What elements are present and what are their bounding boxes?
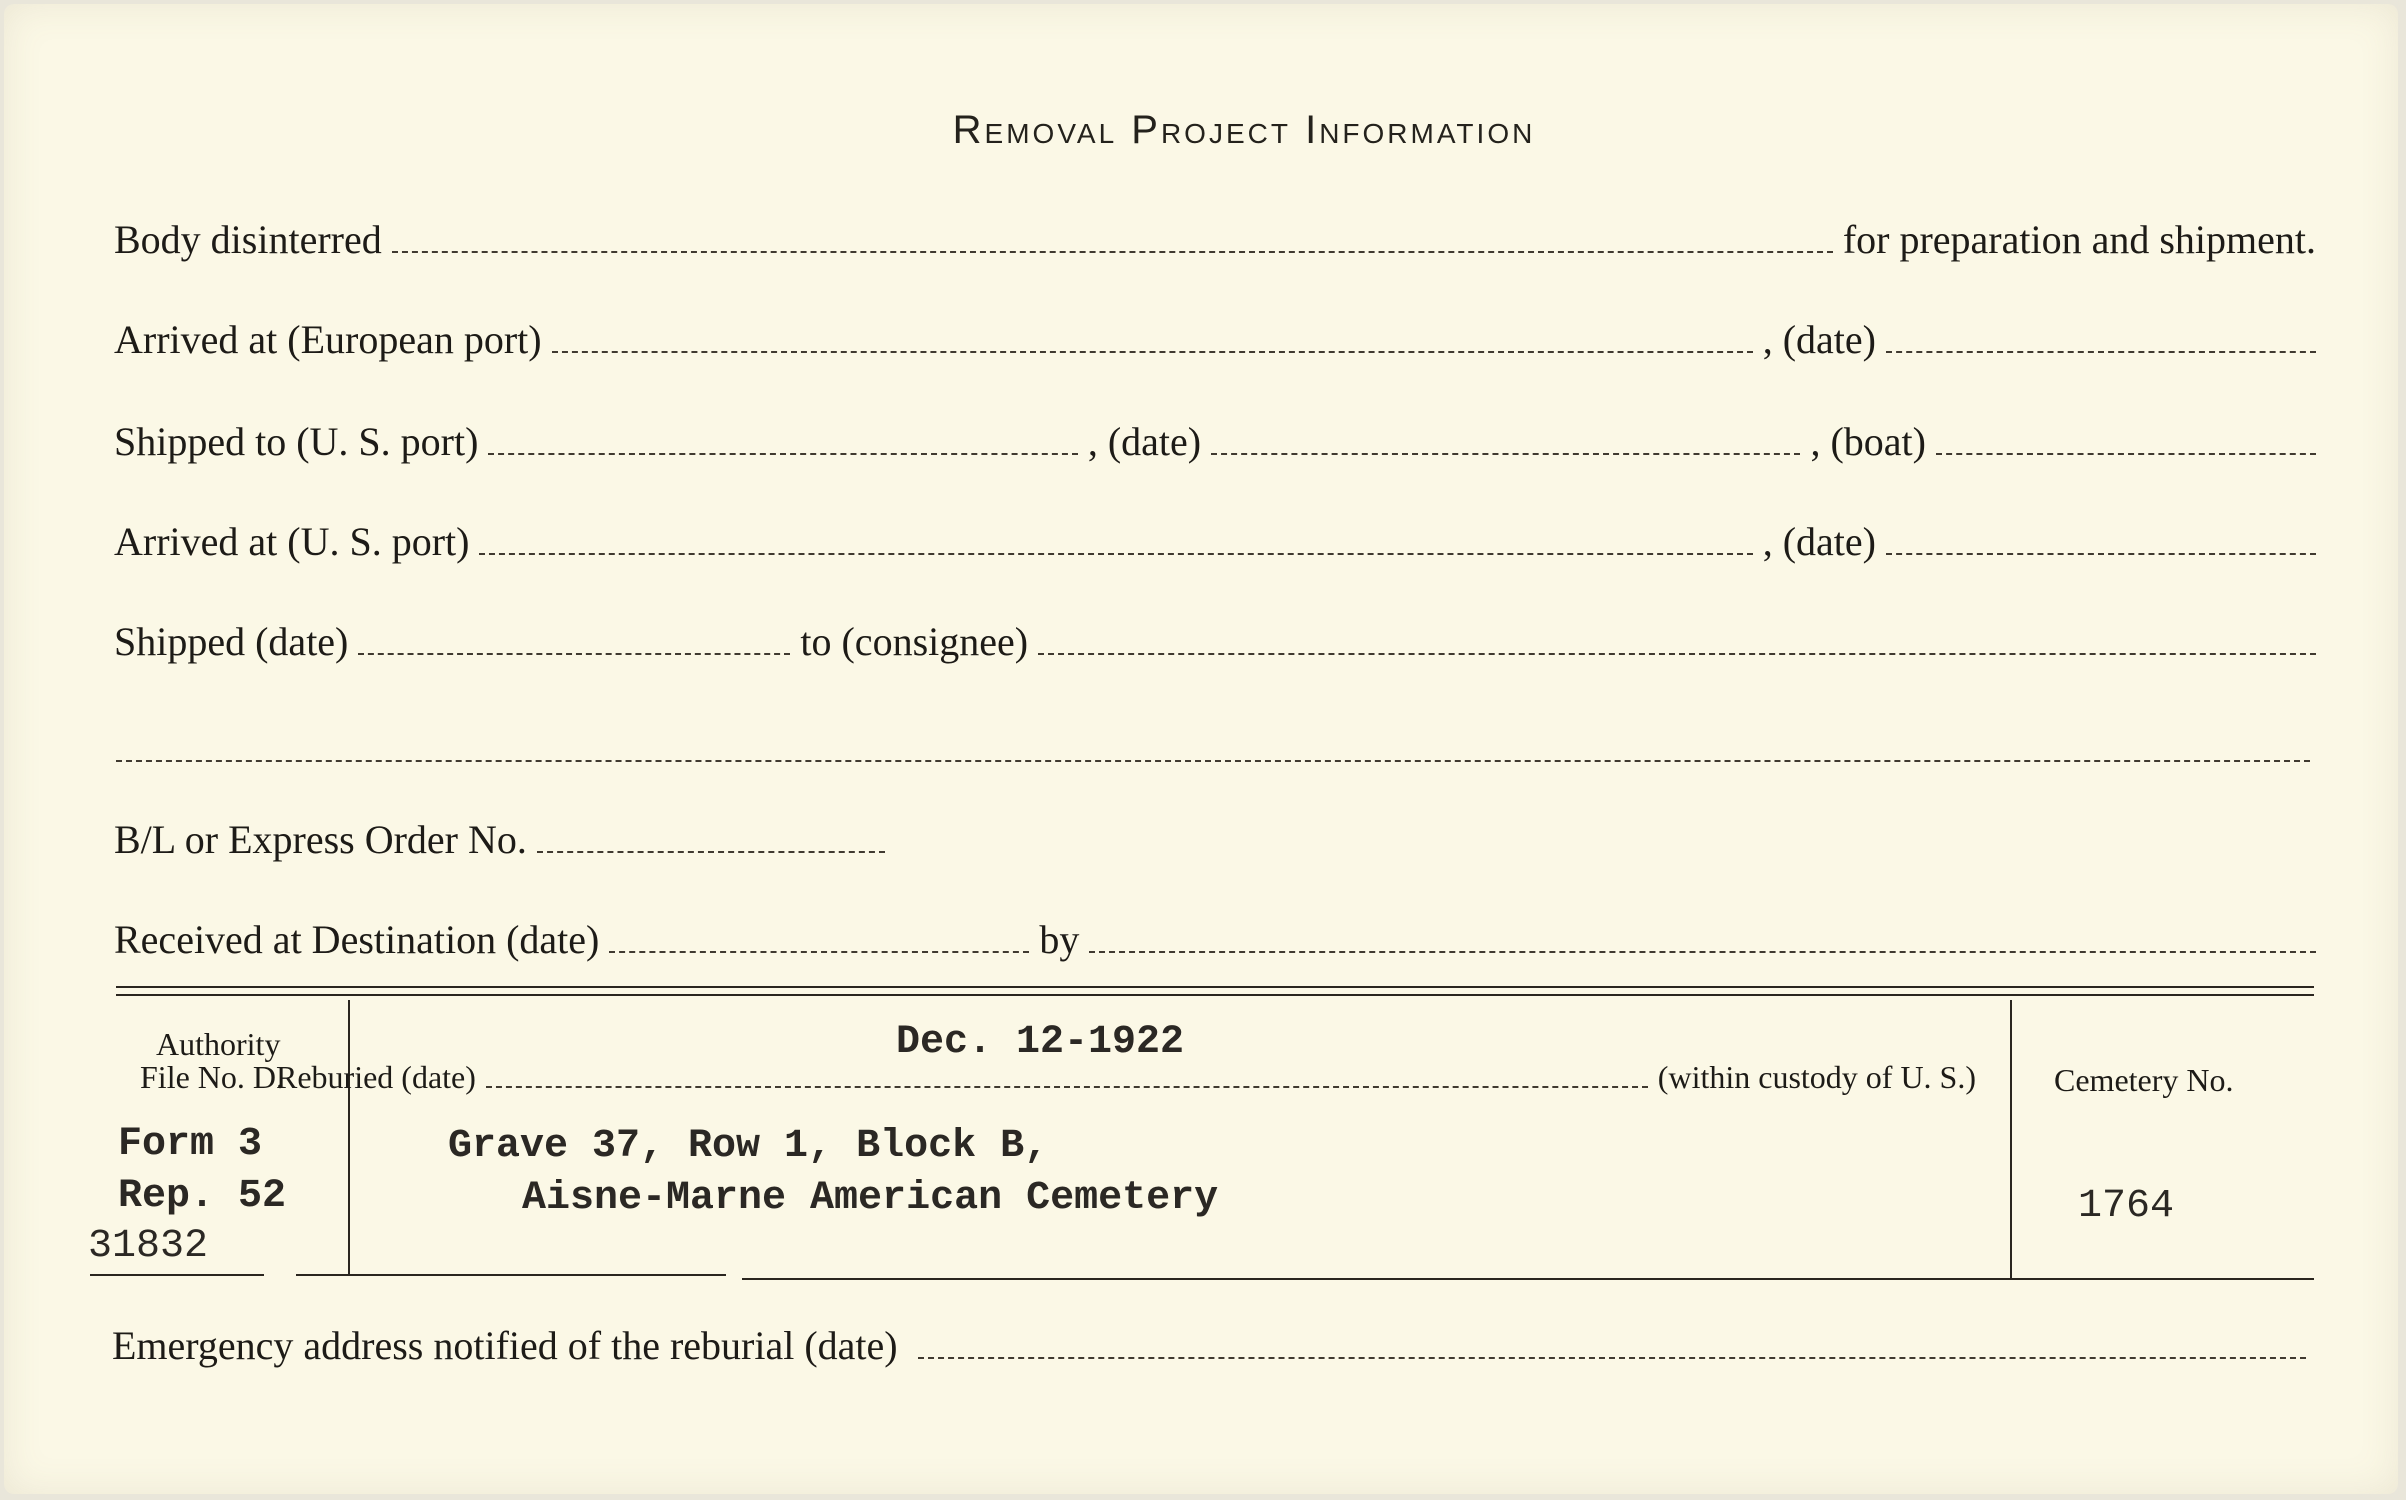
- emergency-label: Emergency address notified of the reburial (date): [112, 1323, 898, 1368]
- shipped-date-only-label: Shipped (date): [114, 619, 349, 664]
- shipped-date-only-blank: [358, 623, 790, 655]
- arrived-us-port-blank: [479, 523, 1752, 555]
- boat-label: , (boat): [1810, 419, 1926, 464]
- grave-line-2: Aisne-Marne American Cemetery: [522, 1176, 1219, 1221]
- emergency-blank: [918, 1327, 2306, 1359]
- table-bottom-rule-c: [742, 1278, 2314, 1280]
- by-label: by: [1039, 917, 1080, 962]
- cemetery-no-label: Cemetery No.: [2054, 1062, 2234, 1098]
- arrived-us-date-blank: [1886, 523, 2316, 555]
- double-rule: [116, 986, 2314, 996]
- row-arrived-us-port: [114, 518, 2316, 578]
- received-date-blank: [609, 921, 1029, 953]
- table-divider-left: [348, 1000, 350, 1274]
- bl-express-blank: [537, 821, 885, 853]
- body-disinterred-blank: [392, 221, 1833, 253]
- form-title: Removal Project Information: [952, 108, 1536, 152]
- row-body-disinterred: [114, 216, 2316, 276]
- file-number-value: 31832: [88, 1224, 209, 1269]
- shipped-date-blank: [1211, 423, 1800, 455]
- arrived-european-blank: [552, 321, 1753, 353]
- table-divider-right: [2010, 1000, 2012, 1278]
- record-card: [4, 4, 2398, 1494]
- table-bottom-rule-a: [90, 1274, 264, 1276]
- reburied-blank: [486, 1062, 1648, 1088]
- shipped-date-label: , (date): [1087, 419, 1202, 464]
- row-arrived-european: [114, 316, 2316, 376]
- consignee-blank: [1038, 623, 2316, 655]
- arrived-us-date-label: , (date): [1762, 519, 1876, 564]
- consignee-continuation-line: [116, 760, 2310, 762]
- shipped-us-port-blank: [488, 423, 1077, 455]
- reburial-table: [116, 1000, 2314, 1276]
- arrived-european-label: Arrived at (European port): [114, 317, 542, 362]
- body-disinterred-label: Body disinterred: [114, 217, 382, 262]
- rep-value: Rep. 52: [118, 1174, 287, 1219]
- arrived-us-port-label: Arrived at (U. S. port): [114, 519, 470, 564]
- received-by-blank: [1089, 921, 2316, 953]
- row-emergency: [112, 1322, 2316, 1369]
- to-consignee-label: to (consignee): [800, 619, 1029, 664]
- row-received-destination: [114, 916, 2316, 976]
- grave-line-1: Grave 37, Row 1, Block B,: [448, 1124, 1049, 1169]
- table-bottom-rule-b: [296, 1274, 726, 1276]
- file-no-label: File No. D.: [140, 1059, 284, 1095]
- reburied-row: [276, 1059, 1976, 1096]
- cemetery-no-value: 1764: [2078, 1184, 2175, 1229]
- within-custody-label: (within custody of U. S.): [1657, 1059, 1976, 1095]
- form-value: Form 3: [118, 1122, 263, 1167]
- arrived-european-date-label: , (date): [1762, 317, 1876, 362]
- arrived-european-date-blank: [1886, 321, 2316, 353]
- authority-label: Authority: [156, 1026, 281, 1062]
- received-destination-label: Received at Destination (date): [114, 917, 600, 962]
- row-shipped-us-port: [114, 418, 2316, 478]
- reburied-label: Reburied (date): [276, 1059, 476, 1095]
- bl-express-label: B/L or Express Order No.: [114, 817, 527, 862]
- reburied-date-value: Dec. 12-1922: [896, 1020, 1185, 1065]
- for-preparation-label: for preparation and shipment.: [1842, 217, 2316, 262]
- shipped-us-port-label: Shipped to (U. S. port): [114, 419, 479, 464]
- row-shipped-consignee: [114, 618, 2316, 678]
- row-bl-express: [114, 816, 2316, 876]
- boat-blank: [1936, 423, 2316, 455]
